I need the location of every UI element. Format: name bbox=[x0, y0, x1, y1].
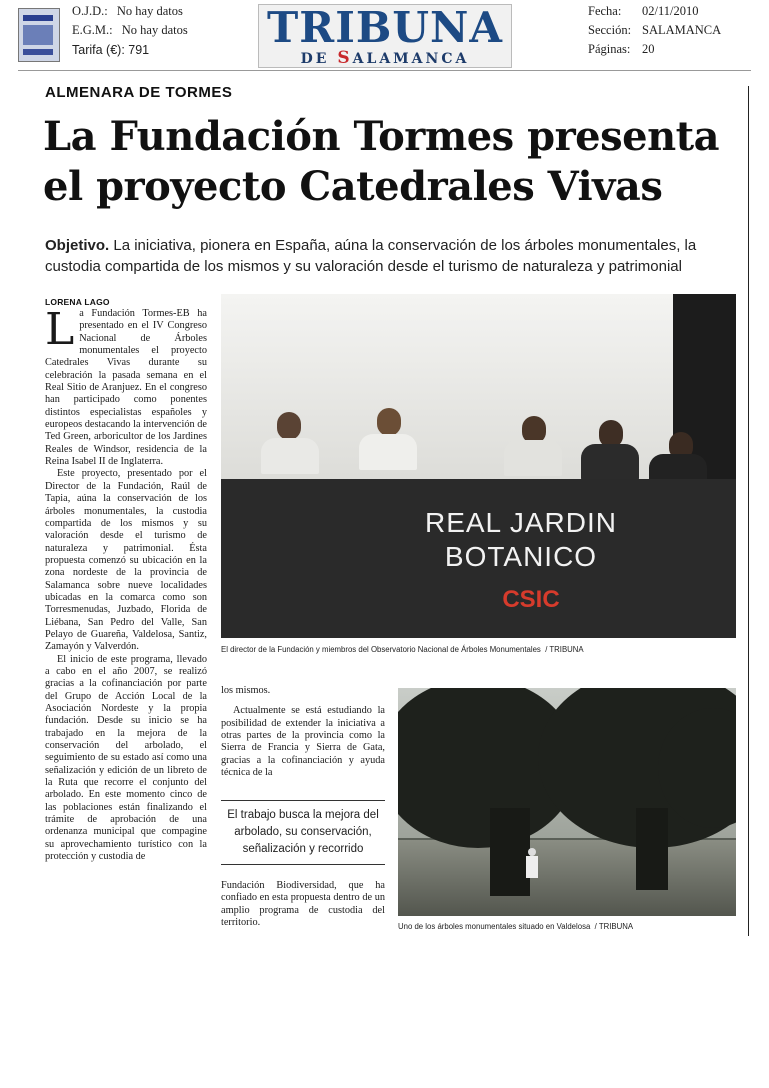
paragraph-4: los mismos. bbox=[221, 685, 271, 696]
paragraph-3: El inicio de este programa, llevado a cabo en el año 2007, se realizó gracias a la cofinanciación por parte del Grupo de Acción Local de la Asociación Nordeste y la propia fundación. Desde su inicio se ha trabajado en la mejora de la conservación del arbolado, el seguimiento de su estado así como una señalización y edición de un libreto de la Ruta que recorre el conjunto del arbolado. En este momento cinco de las poblaciones están finalizando el trámite de aprobación de una ordenanza municipal que compagine su aprovechamiento turístico con la protección y custodia de bbox=[45, 653, 207, 863]
paragraph-1: La Fundación Tormes-EB ha presentado en el IV Congreso Nacional de Árboles monumentales el proyecto Catedrales Vivas durante su celebración la pasada semana en el Real Sitio de Aranjuez. En el congreso han participado como ponentes distintos especialistas españoles y europeos destacando la intervención de Ted Green, arboricultor de los Jardines Reales de Windsor, residencia de la Reina Isabel II de Inglaterra. bbox=[45, 304, 207, 468]
right-border-line bbox=[748, 86, 749, 936]
photo-conference-panel bbox=[221, 294, 736, 638]
newspaper-logo bbox=[258, 4, 512, 68]
photo2-credit: / TRIBUNA bbox=[594, 922, 634, 931]
paginas-value: 20 bbox=[642, 42, 655, 56]
egm-row bbox=[72, 21, 188, 39]
headline bbox=[43, 112, 723, 212]
fecha-label: Fecha: bbox=[588, 4, 622, 18]
fecha-row bbox=[588, 2, 698, 20]
ojd-value: No hay datos bbox=[116, 4, 183, 18]
photo-monumental-tree bbox=[398, 688, 736, 916]
csic-logo: CSIC bbox=[502, 586, 560, 613]
clipping-thumbnail bbox=[18, 8, 60, 62]
sign-text: REAL JARDIN BOTANICO bbox=[424, 507, 617, 572]
tarifa: Tarifa (€): 791 bbox=[72, 43, 150, 57]
paginas-row bbox=[588, 40, 655, 58]
egm-label: E.G.M.: bbox=[72, 23, 113, 37]
deck-subtitle bbox=[45, 235, 735, 277]
drop-cap: L bbox=[45, 304, 75, 355]
section-title: ALMENARA DE TORMES bbox=[45, 84, 233, 101]
ojd-row bbox=[72, 2, 183, 20]
header-divider bbox=[18, 70, 751, 71]
headline-line-2: el proyecto Catedrales Vivas bbox=[43, 163, 663, 210]
paragraph-6: Fundación Biodiversidad, que ha confiado en esta propuesta dentro de un amplio programa de custodia del territorio. bbox=[221, 880, 385, 929]
article-column-1 bbox=[45, 304, 207, 863]
paragraph-2: Este proyecto, presentado por el Director de la Fundación, Raúl de Tapia, aúna la conservación de los árboles monumentales, la custodia compartida de los mismos y su valoración desde el turismo de naturaleza y patrimonial. Ésta propuesta comenzó su ubicación en la zona nordeste de la provincia de Salamanca sobre nueve localidades ubicadas en la comarca como son Torresmenudas, Juzbado, Florida de Liébana, San Pedro del Valle, San Pelayo de Guareña, Valdelosa, Santiz, Zamayón y Valverdón. bbox=[45, 468, 207, 653]
pull-quote: El trabajo busca la mejora del arbolado, su conservación, señalización y recorrido bbox=[221, 800, 385, 865]
seccion-label: Sección: bbox=[588, 23, 632, 37]
seccion-value: SALAMANCA bbox=[642, 23, 722, 37]
article-column-2-end bbox=[221, 880, 385, 929]
deck-lead: Objetivo. bbox=[45, 237, 110, 254]
photo2-caption: Uno de los árboles monumentales situado en Valdelosa / TRIBUNA bbox=[398, 922, 634, 931]
paragraph-5: Actualmente se está estudiando la posibilidad de extender la iniciativa a otras partes de la provincia como la Sierra de Francia y Sierra de Gata, gracias a la cofinanciación y ayuda técnica de la bbox=[221, 705, 385, 779]
egm-value: No hay datos bbox=[121, 23, 188, 37]
article-column-2 bbox=[221, 685, 385, 779]
logo-main-text: TRIBUNA bbox=[267, 3, 503, 52]
photo1-credit: / TRIBUNA bbox=[545, 645, 584, 654]
byline: LORENA LAGO bbox=[45, 297, 110, 307]
seccion-row bbox=[588, 21, 721, 39]
paginas-label: Páginas: bbox=[588, 42, 631, 56]
fecha-value: 02/11/2010 bbox=[642, 4, 699, 18]
photo1-caption: El director de la Fundación y miembros del Observatorio Nacional de Árboles Monumentales / TRIBUNA bbox=[221, 645, 584, 654]
headline-line-1: La Fundación Tormes presenta bbox=[43, 113, 720, 160]
ojd-label: O.J.D.: bbox=[72, 4, 108, 18]
logo-sub-text: DE SALAMANCA bbox=[300, 48, 470, 68]
deck-text: La iniciativa, pionera en España, aúna la conservación de los árboles monumentales, la custodia compartida de los mismos y su valoración desde el turismo de naturaleza y patrimonial bbox=[45, 237, 697, 275]
